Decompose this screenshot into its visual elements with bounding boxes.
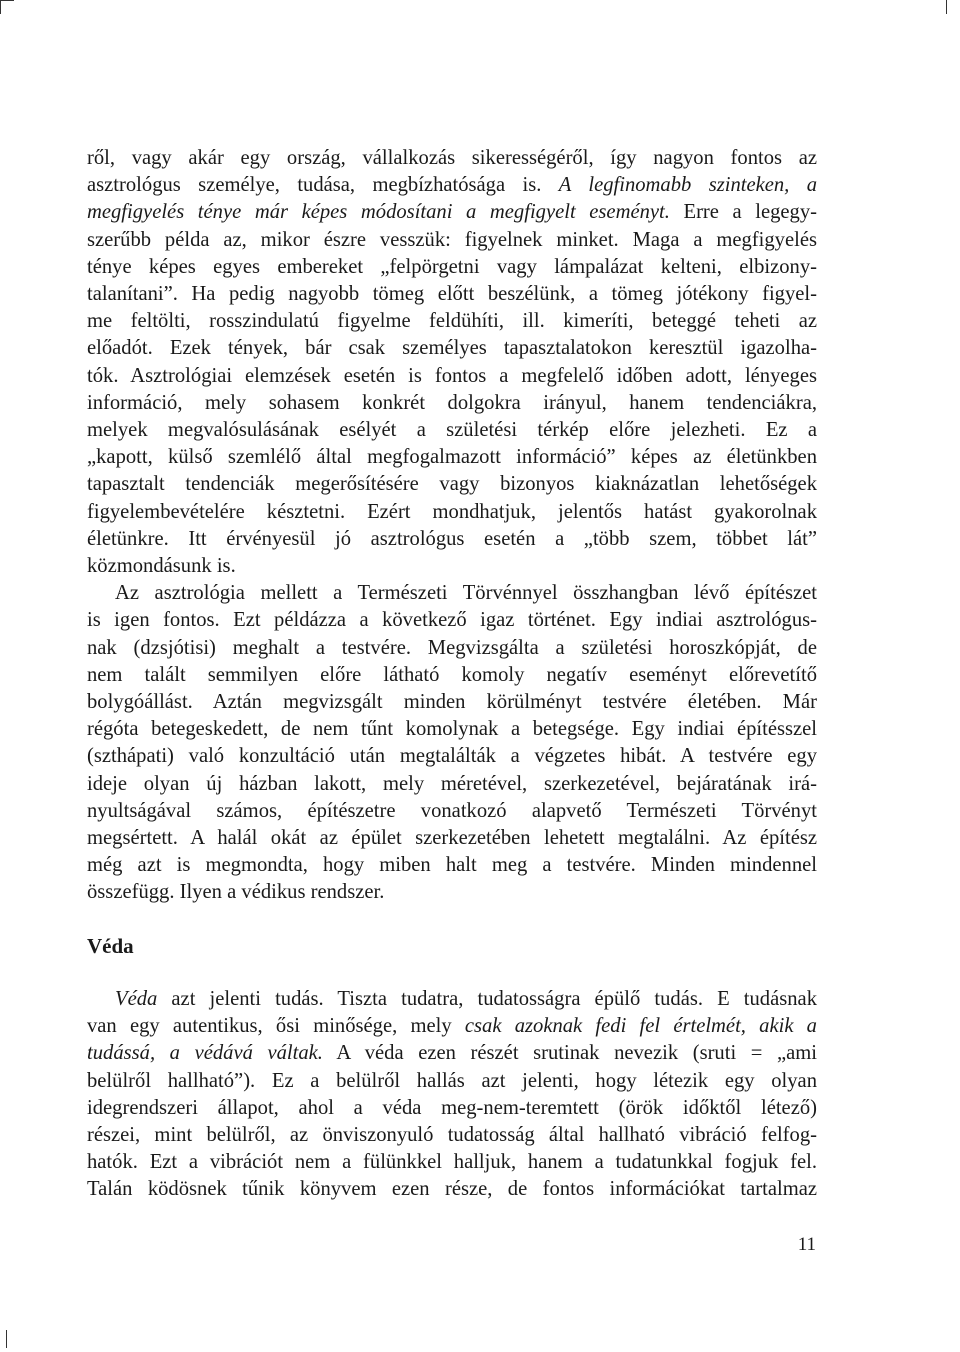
text-run: melyek megvalósulásának esélyét a születési térkép előre jelezheti. Ez a	[87, 419, 817, 442]
text-line	[87, 716, 817, 743]
text-run: „kapott, külső szemlélő által megfogalmazott információ” képes az életünkben	[87, 446, 817, 469]
crop-mark-top-left-v	[0, 0, 1, 14]
text-run: van egy autentikus, ősi minősége, mely	[87, 1015, 465, 1038]
text-line	[87, 1149, 817, 1176]
text-run: Az asztrológia mellett a Természeti Törvénnyel összhangban lévő építészet	[115, 582, 817, 605]
text-line	[87, 879, 817, 906]
text-line	[87, 771, 817, 798]
text-line	[87, 145, 817, 172]
text-run: is igen fontos. Ezt példázza a következő igaz történet. Egy indiai asztrológus-	[87, 609, 817, 632]
text-run: előadót. Ezek tények, bár csak személyes tapasztalatokon keresztül igazolha-	[87, 337, 817, 360]
text-line	[87, 580, 817, 607]
text-line	[87, 1013, 817, 1040]
text-run: régóta betegeskedett, de nem tűnt komolynak a betegsége. Egy indiai építésszel	[87, 718, 817, 741]
text-line	[87, 254, 817, 281]
text-line	[87, 172, 817, 199]
crop-mark-top-left-h	[0, 0, 14, 1]
text-run: még azt is megmondta, hogy miben halt meg a testvére. Minden mindennel	[87, 854, 817, 877]
text-line	[87, 499, 817, 526]
text-run: (szthápati) való konzultáció után megtalálták a végzetes hibát. A testvére egy	[87, 745, 817, 768]
text-run: idegrendszeri állapot, ahol a véda meg-nem-teremtett (örök időktől létező)	[87, 1096, 817, 1119]
text-run: talanítani”. Ha pedig nagyobb tömeg előtt beszélünk, a tömeg jótékony figyel-	[87, 283, 817, 306]
italic-text: csak azoknak fedi fel értelmét, akik a	[464, 1015, 817, 1038]
italic-text: megfigyelés ténye már képes módosítani a megfigyelt eseményt.	[87, 201, 670, 224]
text-line	[87, 281, 817, 308]
text-run: tapasztalt tendenciák megerősítésére vagy bizonyos kiaknázatlan lehetőségek	[87, 473, 817, 496]
text-line	[87, 743, 817, 770]
text-run: információ, mely sohasem konkrét dolgokra irányul, hanem tendenciákra,	[87, 391, 817, 414]
text-line	[87, 526, 817, 553]
text-line	[87, 363, 817, 390]
text-line	[87, 798, 817, 825]
text-run: A véda ezen részét srutinak nevezik (sruti = „ami	[322, 1042, 818, 1065]
text-line	[87, 199, 817, 226]
text-run: ről, vagy akár egy ország, vállalkozás sikerességéről, így nagyon fontos az	[87, 147, 817, 169]
text-run: belülről hallható”). Ez a belülről hallás azt jelenti, hogy létezik egy olyan	[87, 1069, 817, 1092]
text-run: részei, mint belülről, az önviszonyuló tudatosság által hallható vibráció felfog-	[87, 1123, 817, 1146]
text-run: közmondásunk is.	[87, 555, 236, 578]
text-line	[87, 825, 817, 852]
text-line	[87, 852, 817, 879]
text-run: Talán ködösnek tűnik könyvem ezen része, de fontos információkat tartalmaz	[87, 1178, 817, 1201]
text-run: életünkre. Itt érvényesül jó asztrológus esetén a „több szem, többet lát”	[87, 527, 817, 550]
text-line	[87, 471, 817, 498]
paragraph	[87, 580, 817, 906]
paragraph	[87, 986, 817, 1204]
paragraph	[87, 145, 817, 580]
italic-text: A legfinomabb szinteken, a	[558, 174, 818, 197]
text-run: asztrológus személye, tudása, megbízhatósága is.	[87, 174, 559, 197]
text-line	[87, 390, 817, 417]
text-run: ideje olyan új házban lakott, mely méretével, szerkezetével, bejáratának irá-	[87, 772, 817, 795]
text-run: ténye képes egyes embereket „felpörgetni vagy lámpalázat kelteni, elbizony-	[87, 255, 817, 278]
text-line	[87, 1122, 817, 1149]
text-line	[87, 444, 817, 471]
crop-mark-bottom-left-v	[6, 1330, 7, 1348]
text-run: me feltölti, rosszindulatú figyelme feldühíti, ill. kimeríti, beteggé teheti az	[87, 310, 817, 333]
page-number: 11	[797, 1234, 816, 1255]
text-run: azt jelenti tudás. Tiszta tudatra, tudatosságra épülő tudás. E tudásnak	[157, 987, 817, 1010]
text-line	[87, 689, 817, 716]
text-line	[87, 308, 817, 335]
text-line	[87, 335, 817, 362]
text-line	[87, 1176, 817, 1203]
body-text	[87, 145, 817, 1204]
text-run: bolygóállást. Aztán megvizsgált minden körülményt testvére életében. Már	[87, 691, 817, 714]
text-run: nak (dzsjótisi) meghalt a testvére. Megvizsgálta a születési horoszkópját, de	[87, 636, 817, 659]
text-run: szerűbb példa az, mikor észre vesszük: figyelnek minket. Maga a megfigyelés	[87, 228, 817, 251]
section-heading: Véda	[87, 933, 134, 958]
text-line	[87, 417, 817, 444]
italic-text: tudássá, a védává váltak.	[87, 1042, 323, 1065]
text-line	[87, 1095, 817, 1122]
text-run: tók. Asztrológiai elemzések esetén is fontos a megfelelő időben adott, lényeges	[87, 364, 817, 387]
text-line	[87, 1040, 817, 1067]
text-line	[87, 227, 817, 254]
text-run: összefügg. Ilyen a védikus rendszer.	[87, 881, 385, 904]
text-run: nem talált semmilyen előre látható komoly negatív eseményt előrevetítő	[87, 663, 817, 686]
text-line	[87, 607, 817, 634]
text-run: megsértett. A halál okát az épület szerkezetében lehetett megtalálni. Az építész	[87, 827, 817, 850]
text-run: Erre a legegy-	[669, 201, 817, 224]
text-line	[87, 553, 817, 580]
text-run: nyultságával számos, építészetre vonatkozó alapvető Természeti Törvényt	[87, 799, 817, 822]
section-1	[87, 145, 817, 907]
section-2	[87, 986, 817, 1204]
text-line	[87, 662, 817, 689]
text-line	[87, 1068, 817, 1095]
text-run: figyelembevételére késztetni. Ezért mondhatjuk, jelentős hatást gyakorolnak	[87, 500, 817, 523]
text-line	[87, 986, 817, 1013]
text-run: hatók. Ezt a vibrációt nem a fülünkkel halljuk, hanem a tudatunkkal fogjuk fel.	[87, 1151, 817, 1174]
crop-mark-top-right-v	[946, 0, 947, 14]
text-line	[87, 635, 817, 662]
italic-text: Véda	[115, 987, 158, 1010]
